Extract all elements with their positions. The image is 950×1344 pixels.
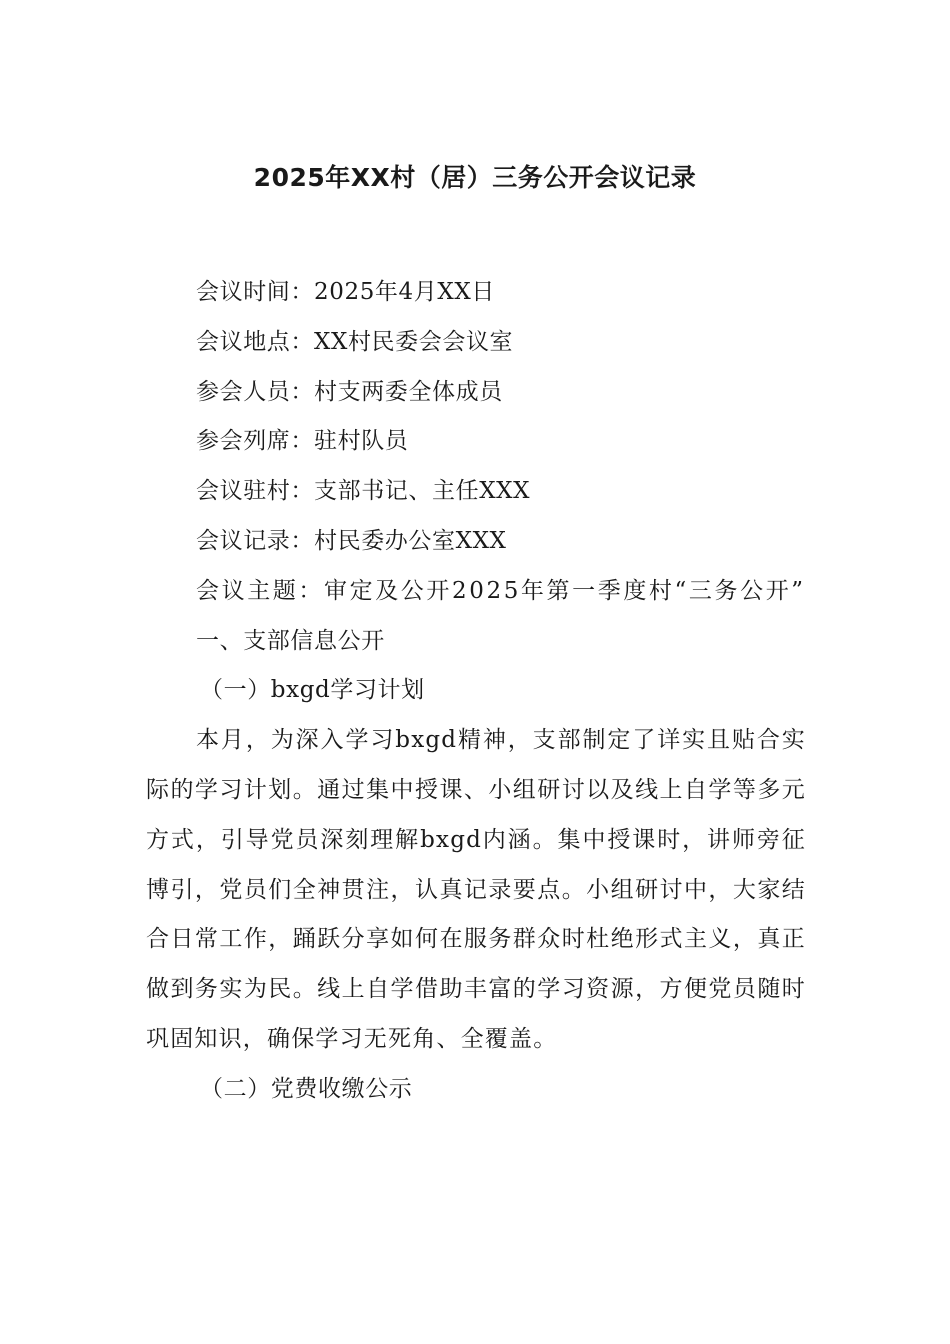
meeting-observers: 参会列席：驻村队员 xyxy=(196,428,409,455)
subsection-heading-study-plan: （一）bxgd学习计划 xyxy=(200,677,425,704)
meeting-attendees: 参会人员：村支两委全体成员 xyxy=(196,378,503,405)
section-heading: 一、支部信息公开 xyxy=(196,627,385,654)
meeting-recorder: 会议记录：村民委办公室XXX xyxy=(196,527,507,554)
meeting-time: 会议时间：2025年4月XX日 xyxy=(196,279,495,305)
meeting-location: 会议地点：XX村民委会会议室 xyxy=(196,328,514,355)
document-body xyxy=(146,268,806,1115)
meeting-host: 会议驻村：支部书记、主任XXX xyxy=(196,478,531,505)
study-plan-paragraph: 本月，为深入学习bxgd精神，支部制定了详实且贴合实际的学习计划。通过集中授课、小组研讨以及线上自学等多元方式，引导党员深刻理解bxgd内涵。集中授课时，讲师旁征博引，党员们全神贯注，认真记录要点。小组研讨中，大家结合日常工作，踊跃分享如何在服务群众时杜绝形式主义，真正做到务实为民。线上自学借助丰富的学习资源，方便党员随时巩固知识，确保学习无死角、全覆盖。 xyxy=(146,727,806,1052)
meeting-topic: 会议主题：审定及公开2025年第一季度村“三务公开” xyxy=(196,577,806,604)
document-title: 2025年XX村（居）三务公开会议记录 xyxy=(253,163,697,192)
subsection-heading-dues: （二）党费收缴公示 xyxy=(200,1075,413,1102)
